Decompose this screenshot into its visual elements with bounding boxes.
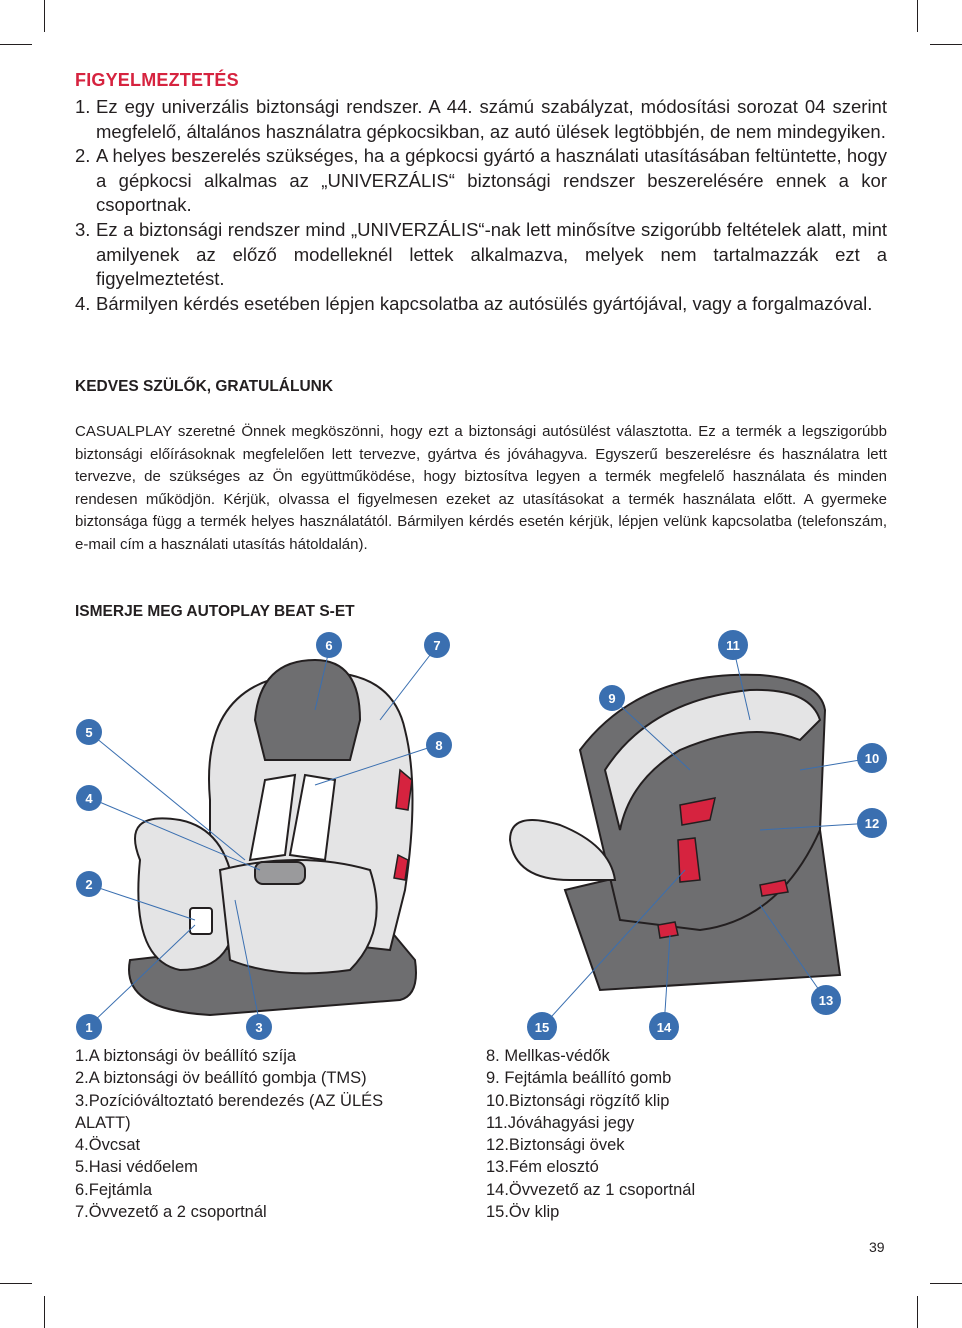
svg-text:14: 14 bbox=[656, 1020, 672, 1035]
crop-mark bbox=[44, 0, 45, 32]
warning-title: FIGYELMEZTETÉS bbox=[75, 70, 239, 90]
warning-item: 2. A helyes beszerelés szükséges, ha a gépkocsi gyártó a használati utasításában feltüntette, hogy a gépkocsi alkalmas az „UNIVERZÁLIS“ biztonsági rendszer beszerelésére ennek a kor csoportnak. bbox=[75, 145, 887, 216]
callout-badge bbox=[316, 632, 342, 658]
legend-item: 3.Pozícióváltoztató berendezés (AZ ÜLÉS ALATT) bbox=[75, 1091, 384, 1132]
legend-item: 14.Övvezető az 1 csoportnál bbox=[486, 1180, 696, 1199]
callout-badge bbox=[76, 785, 102, 811]
crop-mark bbox=[0, 1283, 32, 1284]
callout-badge bbox=[424, 632, 450, 658]
page-number: 39 bbox=[869, 1239, 885, 1255]
product-title: ISMERJE MEG AUTOPLAY BEAT S-ET bbox=[75, 603, 355, 620]
legend-item: 13.Fém elosztó bbox=[486, 1158, 599, 1177]
warning-item: 3. Ez a biztonsági rendszer mind „UNIVERZÁLIS“-nak lett minősítve szigorúbb feltételek alatt, mint amilyenek az előző modelleknél lettek alkalmazva, melyek nem tartalmazzák ezt a figyelmeztetést. bbox=[75, 218, 887, 290]
callout-badge bbox=[857, 743, 887, 773]
callout-badge bbox=[76, 871, 102, 897]
legend-item: 8. Mellkas-védők bbox=[486, 1047, 610, 1065]
car-seat-illustration bbox=[60, 630, 900, 1040]
callout-badge bbox=[599, 685, 625, 711]
warning-item: 4. Bármilyen kérdés esetében lépjen kapcsolatba az autósülés gyártójával, vagy a forgalmazóval. bbox=[75, 292, 873, 314]
legend-item: 4.Övcsat bbox=[75, 1136, 141, 1155]
crop-mark bbox=[930, 1283, 962, 1284]
legend-right bbox=[486, 1045, 866, 1223]
callout-badge bbox=[718, 630, 748, 660]
callout-badge bbox=[811, 985, 841, 1015]
svg-text:2: 2 bbox=[85, 877, 93, 892]
legend-item: 6.Fejtámla bbox=[75, 1180, 153, 1199]
crop-mark bbox=[917, 1296, 918, 1328]
svg-text:12: 12 bbox=[864, 816, 880, 831]
svg-text:11: 11 bbox=[726, 638, 740, 653]
legend-left bbox=[75, 1045, 455, 1223]
legend-item: 10.Biztonsági rögzítő klip bbox=[486, 1091, 670, 1110]
crop-mark bbox=[44, 1296, 45, 1328]
legend-item: 11.Jóváhagyási jegy bbox=[486, 1113, 635, 1132]
legend-item: 5.Hasi védőelem bbox=[75, 1158, 198, 1177]
svg-text:13: 13 bbox=[818, 993, 834, 1008]
svg-text:6: 6 bbox=[325, 638, 333, 653]
callout-badge bbox=[649, 1012, 679, 1040]
callout-badge bbox=[246, 1014, 272, 1040]
crop-mark bbox=[917, 0, 918, 32]
svg-text:7: 7 bbox=[433, 638, 441, 653]
front-view-seat bbox=[129, 660, 416, 1015]
svg-text:3: 3 bbox=[255, 1020, 263, 1035]
svg-text:9: 9 bbox=[608, 691, 616, 706]
svg-text:4: 4 bbox=[85, 791, 93, 806]
congrats-body: CASUALPLAY szeretné Önnek megköszönni, hogy ezt a biztonsági autósülést választotta. Ez a termék a legszigorúbb biztonsági előírásoknak megfelelően lett tervezve, gyártva és jóváhagyva. Egyszerű beszerelésre és használatra lett tervezve, de szükséges az Ön együttműködése, hogy biztosítva legyen a termék megfelelő használata és minden rendesen működjön. Kérjük, olvassa el figyelmesen ezeket az utasításokat a termék használata előtt. A gyermeke biztonsága függ a termék helyes használatától. Bármilyen kérdés esetén kérjük, lépjen velünk kapcsolatba (telefonszám, e-mail cím a használati utasítás hátoldalán). bbox=[75, 423, 887, 553]
warning-item: 1. Ez egy univerzális biztonsági rendszer. A 44. számú szabályzat, módosítási sorozat 04 szerint megfelelő, általános használatra gépkocsikban, az autó ülések legtöbbjén, de nem mindegyiken. bbox=[75, 96, 887, 142]
svg-text:8: 8 bbox=[435, 738, 443, 753]
svg-text:10: 10 bbox=[864, 751, 880, 766]
legend-item: 12.Biztonsági övek bbox=[486, 1136, 625, 1155]
legend-item: 7.Övvezető a 2 csoportnál bbox=[75, 1203, 267, 1222]
legend-item: 1.A biztonsági öv beállító szíja bbox=[75, 1047, 297, 1065]
legend-item: 9. Fejtámla beállító gomb bbox=[486, 1069, 672, 1088]
warning-list bbox=[75, 95, 887, 316]
callout-badge bbox=[76, 719, 102, 745]
legend-item: 15.Öv klip bbox=[486, 1203, 560, 1222]
crop-mark bbox=[0, 44, 32, 45]
svg-text:5: 5 bbox=[85, 725, 93, 740]
crop-mark bbox=[930, 44, 962, 45]
callout-badge bbox=[857, 808, 887, 838]
congrats-title: KEDVES SZÜLŐK, GRATULÁLUNK bbox=[75, 378, 334, 395]
legend-item: 2.A biztonsági öv beállító gombja (TMS) bbox=[75, 1069, 367, 1088]
svg-text:15: 15 bbox=[534, 1020, 550, 1035]
callout-badge bbox=[426, 732, 452, 758]
rear-view-seat bbox=[510, 675, 840, 990]
svg-text:1: 1 bbox=[85, 1020, 93, 1035]
callout-badge bbox=[76, 1014, 102, 1040]
